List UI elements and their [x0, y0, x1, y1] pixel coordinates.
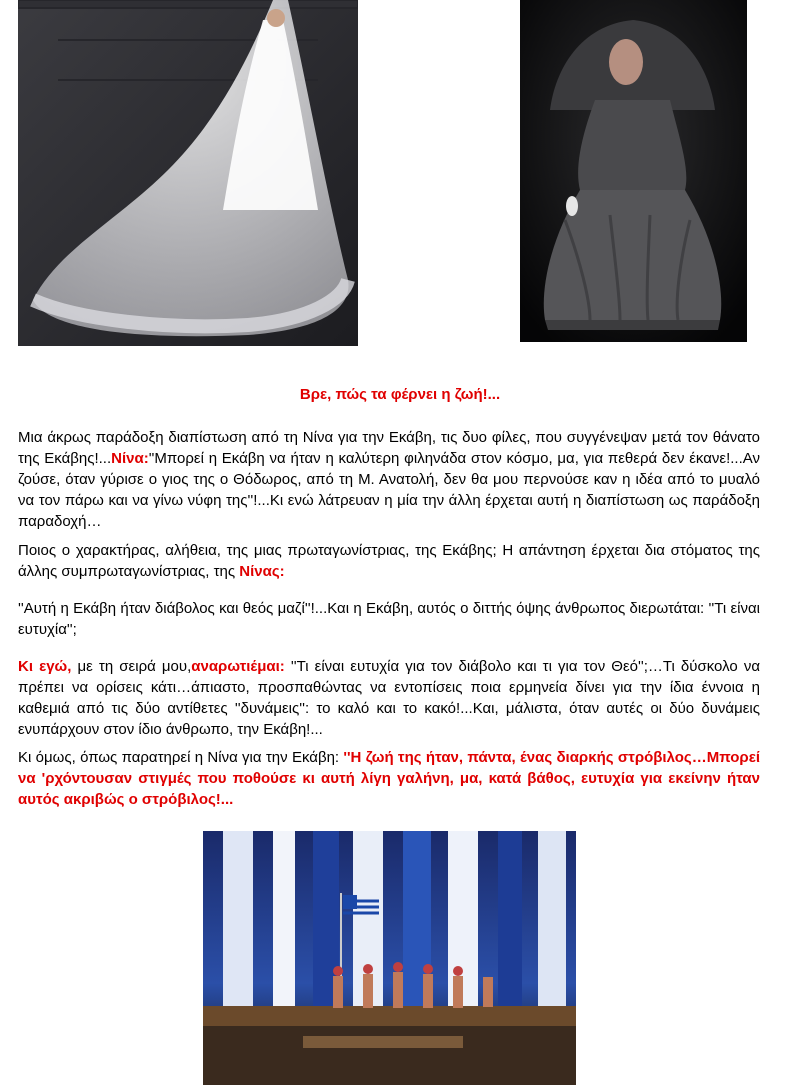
woman-in-black-veil-photo — [520, 0, 747, 342]
paragraph-intro — [18, 427, 760, 532]
emphasis-anarotiemai: αναρωτιέμαι: — [191, 658, 285, 675]
paragraph-quote — [18, 598, 760, 640]
paragraph-text: Ποιος ο χαρακτήρας, αλήθεια, της μιας πρωταγωνίστριας, της Εκάβης; Η απάντηση έρχεται δια στόματος της άλλης συμπρωταγωνίστριας, της — [18, 542, 760, 580]
bridal-veil-photo — [18, 0, 358, 346]
paragraph-question — [18, 656, 760, 740]
paragraph-conclusion — [18, 747, 760, 810]
emphasis-ki-ego: Κι εγώ, — [18, 658, 72, 675]
paragraph-text: ''Αυτή η Εκάβη ήταν διάβολος και θεός μαζί''!...Και η Εκάβη, αυτός ο διττής όψης άνθρωπος διερωτάται: ''Τι είναι ευτυχία''; — [18, 600, 760, 638]
paragraph-text: Κι όμως, όπως παρατηρεί η Νίνα για την Εκάβη: — [18, 749, 344, 766]
paragraph-text: ''Τι είναι ευτυχία για τον διάβολο και τι για τον Θεό'';…Τι δύσκολο να πρέπει να ορίσεις κάτι…άπιαστο, προσπαθώντας να εντοπίσεις ποια ερμηνεία δίνει για την ίδια έννοια η καθεμιά από τις δύο αντίθετες ''δυνάμεις'': το καλό και το κακό!...Και, μάλιστα, όταν αυτές οι δύο δυνάμεις ενυπάρχουν στον ίδιο άνθρωπο, την Εκάβη!... — [18, 658, 761, 738]
highlighted-quote: ''Η ζωή της ήταν, πάντα, ένας διαρκής στρόβιλος…Μπορεί να 'ρχόντουσαν στιγμές που ποθούσε κι αυτή λίγη γαλήνη, μα, κατά βάθος, ευτυχία για εκείνην ήταν αυτός ακριβώς ο στρόβιλος!... — [18, 749, 760, 808]
article-heading: Βρε, πώς τα φέρνει η ζωή!... — [299, 386, 501, 403]
paragraph-text: με τη σειρά μου, — [71, 658, 192, 675]
theatre-stage-photo — [203, 831, 576, 1085]
speaker-label-ninas: Νίνας: — [239, 563, 285, 580]
paragraph-text: ''Μπορεί η Εκάβη να ήταν η καλύτερη φιληνάδα στον κόσμο, μα, για πεθερά δεν έκανε!...Αν ζούσε, όταν γύρισε ο γιος της ο Θόδωρος, από τη Μ. Ανατολή, δεν θα μου περνούσε καν η ιδέα από το μυαλό να τον πάρω και να γίνω νύφη της''!...Κι ενώ λάτρευαν η μία την άλλη έρχεται αυτή η διαπίστωση ως παράδοξη παραδοχή… — [18, 450, 760, 530]
paragraph-text: Μια άκρως παράδοξη διαπίστωση από τη Νίνα για την Εκάβη, τις δυο φίλες, που συγγένεψαν μετά τον θάνατο της Εκάβης!... — [18, 429, 760, 467]
speaker-label-nina: Νίνα: — [111, 450, 149, 467]
paragraph-character — [18, 540, 760, 582]
